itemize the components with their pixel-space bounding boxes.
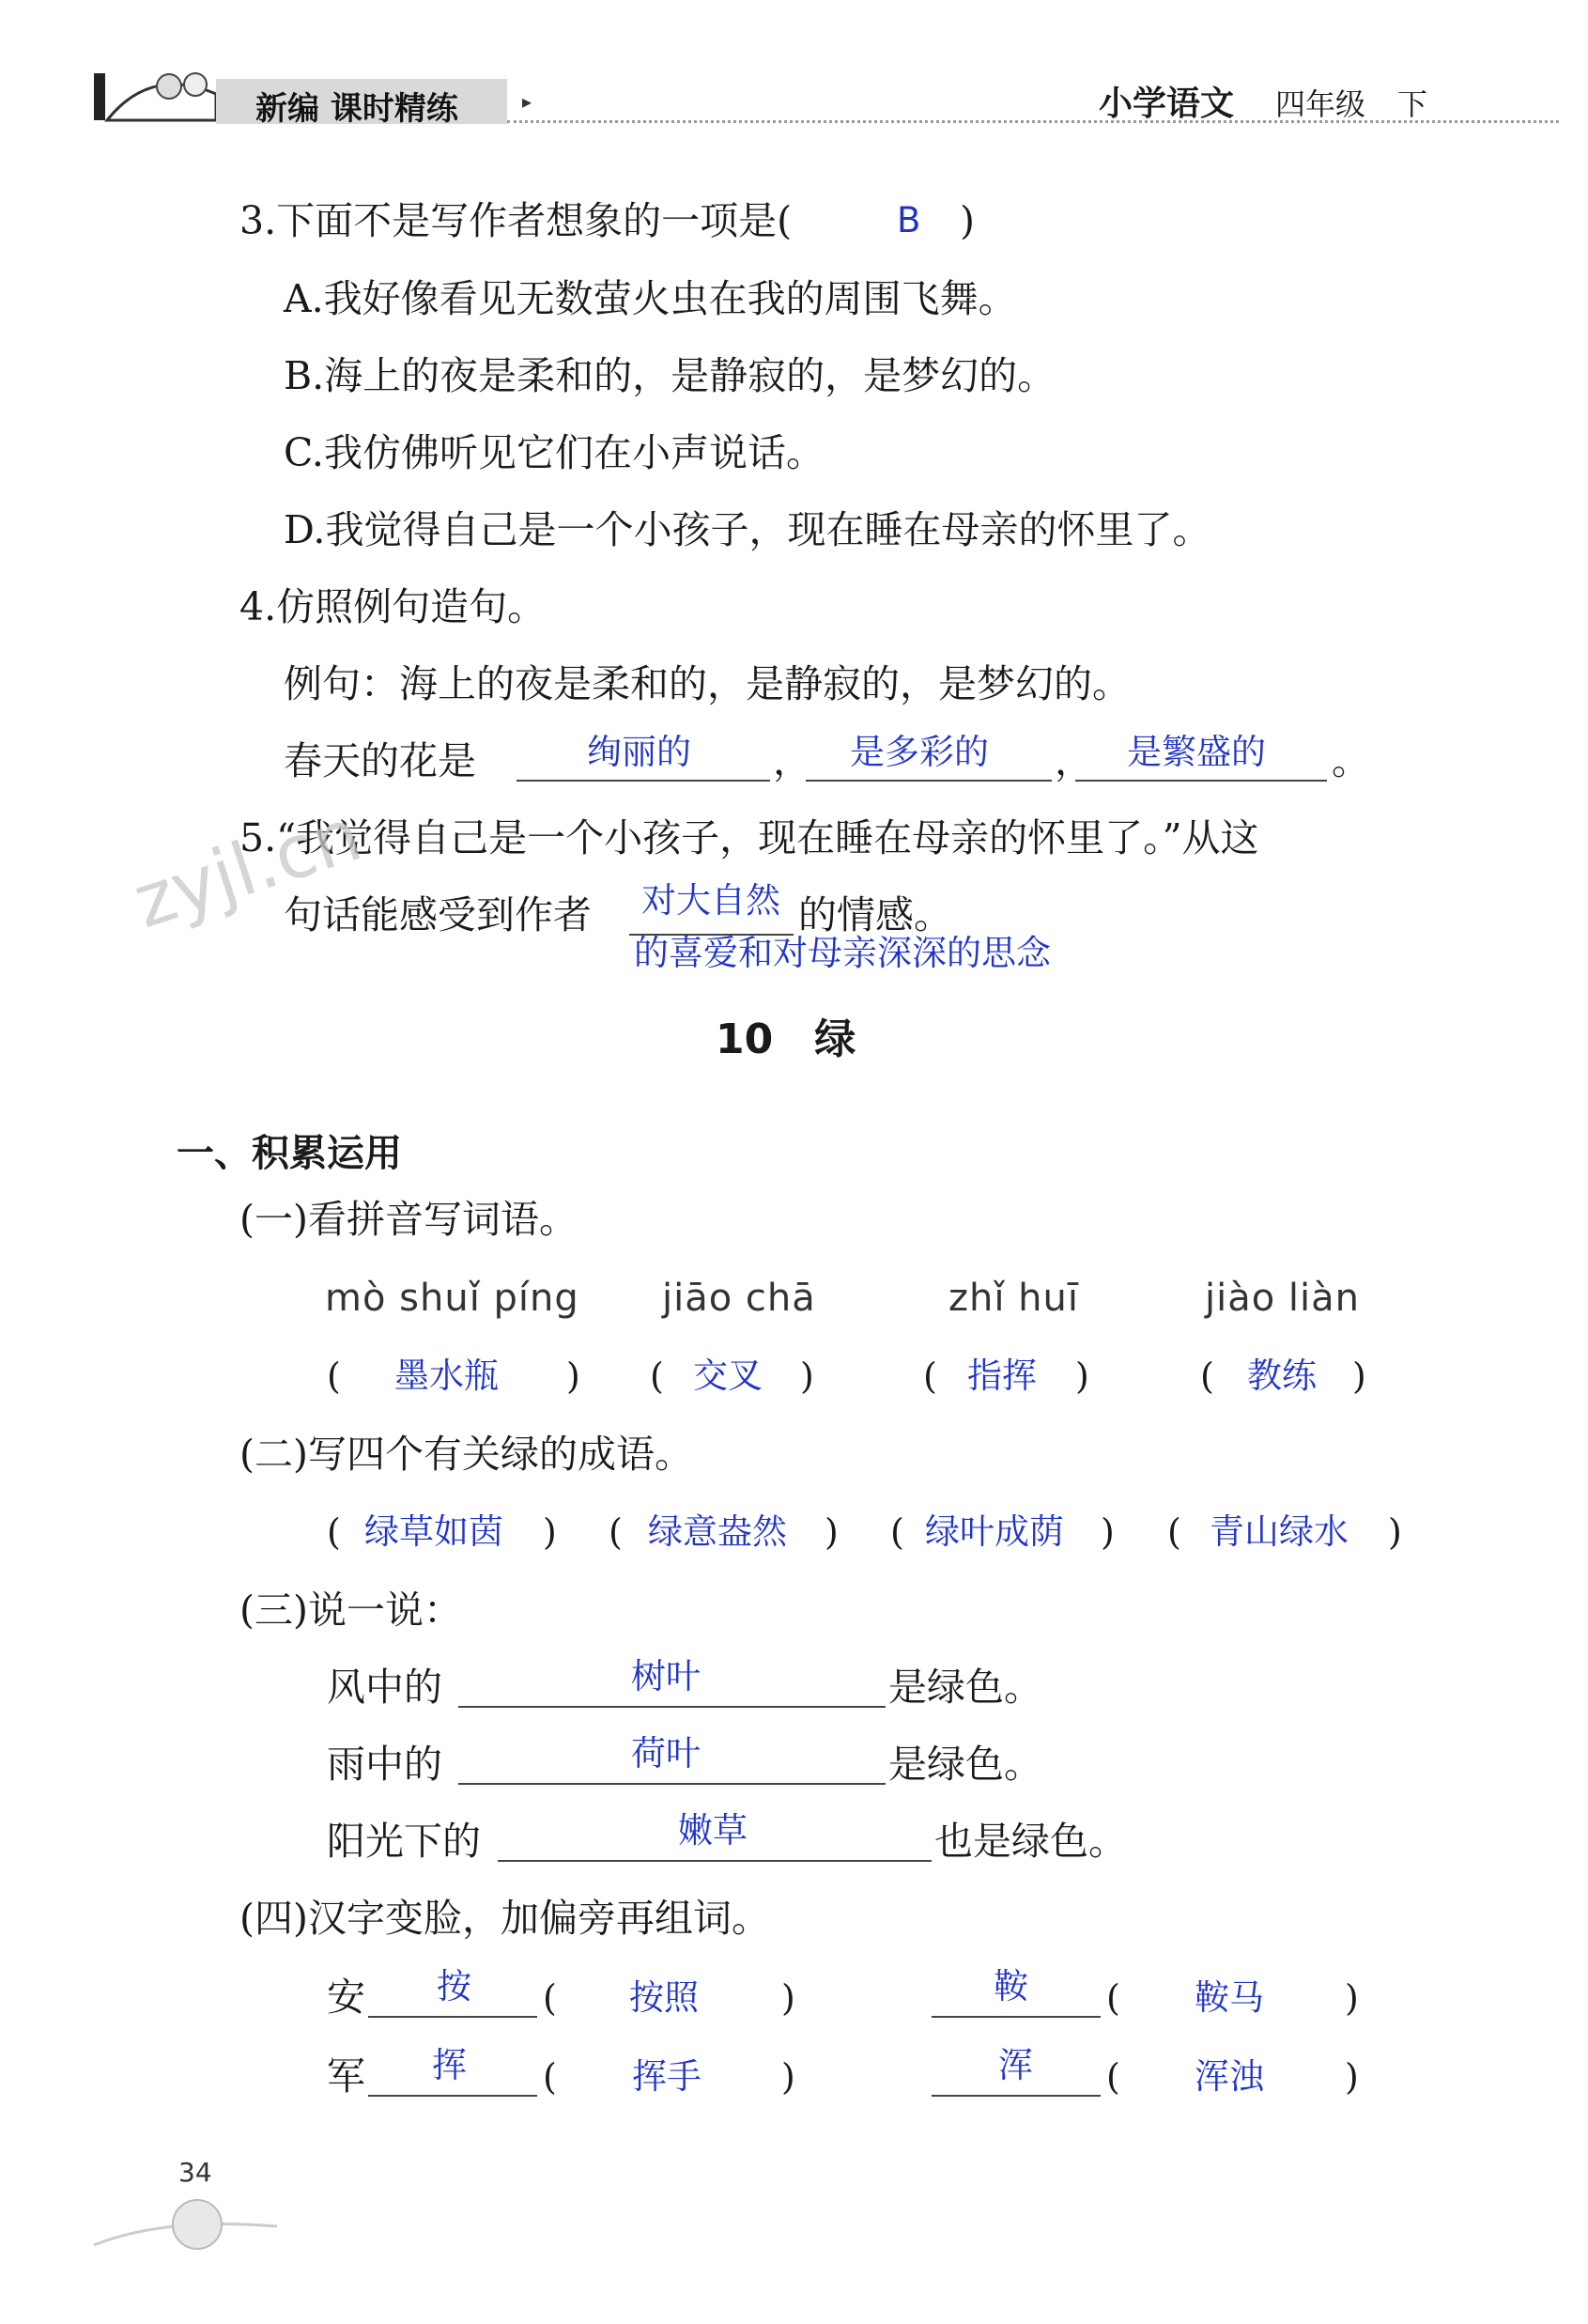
- paren-close: ): [543, 1511, 557, 1553]
- paren-open: (: [327, 1511, 341, 1553]
- paren-close: ): [781, 1977, 795, 2019]
- word-answer-4[interactable]: 教练: [1247, 1356, 1317, 1396]
- paren-open: (: [923, 1356, 937, 1397]
- q4-blank-3[interactable]: [1075, 780, 1327, 782]
- q4-blank-2[interactable]: [806, 780, 1052, 782]
- paren-close: ): [825, 1511, 839, 1553]
- paren-open: (: [1106, 2056, 1120, 2098]
- paren-close: ): [1388, 1511, 1402, 1553]
- char-row-1-right-blank[interactable]: [932, 2016, 1101, 2018]
- pinyin-3: zhǐ huī: [948, 1277, 1079, 1320]
- page-number-decoration: [89, 2189, 305, 2254]
- q4-sep-2: ，: [1055, 738, 1093, 783]
- q4-end: 。: [1332, 738, 1370, 783]
- paren-close: ): [566, 1356, 580, 1397]
- say-line-3-blank[interactable]: [498, 1860, 932, 1862]
- say-line-2-prefix: 雨中的: [327, 1742, 442, 1787]
- say-line-1-prefix: 风中的: [327, 1665, 442, 1710]
- q4-answer-2: 是多彩的: [850, 732, 989, 772]
- part-1-title: (一)看拼音写词语。: [239, 1197, 578, 1242]
- char-row-1-right-char: 鞍: [994, 1966, 1028, 2006]
- char-row-1-left-word[interactable]: 按照: [629, 1977, 699, 2018]
- char-row-2-right-char: 浑: [998, 2045, 1033, 2085]
- q4-answer-3: 是繁盛的: [1127, 732, 1266, 772]
- page-number: 34: [178, 2157, 212, 2188]
- char-row-1: 安: [327, 1975, 365, 2020]
- section-1-title: 一、积累运用: [177, 1132, 402, 1175]
- paren-open: (: [609, 1511, 623, 1553]
- lesson-title: 10 绿: [716, 1015, 856, 1063]
- paren-open: (: [650, 1356, 664, 1397]
- say-line-3-answer: 嫩草: [678, 1810, 748, 1851]
- q3-answer: B: [897, 200, 921, 240]
- pinyin-1: mò shuǐ píng: [325, 1277, 579, 1320]
- say-line-2-answer: 荷叶: [631, 1733, 701, 1774]
- pinyin-2: jiāo chā: [662, 1277, 816, 1320]
- char-row-2-left-blank[interactable]: [368, 2095, 537, 2097]
- part-3-title: (三)说一说：: [239, 1588, 462, 1633]
- idiom-answer-2[interactable]: 绿意盎然: [648, 1511, 787, 1552]
- paren-open: (: [1200, 1356, 1214, 1397]
- say-line-2-blank[interactable]: [458, 1783, 886, 1785]
- q3-stem: 3.下面不是写作者想象的一项是(: [239, 198, 793, 243]
- say-line-1-suffix: 是绿色。: [888, 1665, 1042, 1710]
- q3-option-a: A.我好像看见无数萤火虫在我的周围飞舞。: [284, 276, 1017, 321]
- q5-line-2-prefix: 句话能感受到作者: [284, 892, 592, 937]
- watermark: zyjl.cn: [124, 792, 372, 946]
- paren-open: (: [1167, 1511, 1181, 1553]
- word-answer-2[interactable]: 交叉: [693, 1356, 763, 1396]
- q5-answer-1: 对大自然: [641, 880, 780, 921]
- q3-option-c: C.我仿佛听见它们在小声说话。: [284, 430, 825, 475]
- q4-prefix: 春天的花是: [284, 738, 476, 783]
- header-divider: [507, 120, 1559, 123]
- q5-answer-2: 的喜爱和对母亲深深的思念: [634, 933, 1051, 973]
- char-row-2-left-char: 挥: [432, 2045, 467, 2085]
- paren-open: (: [890, 1511, 904, 1553]
- idiom-answer-1[interactable]: 绿草如茵: [364, 1511, 503, 1552]
- pinyin-4: jiào liàn: [1205, 1277, 1361, 1320]
- paren-open: (: [543, 1977, 557, 2019]
- q4-stem: 4.仿照例句造句。: [239, 584, 547, 629]
- say-line-3-prefix: 阳光下的: [327, 1819, 481, 1864]
- q4-example: 例句：海上的夜是柔和的，是静寂的，是梦幻的。: [284, 661, 1131, 706]
- paren-close: ): [800, 1356, 814, 1397]
- q4-answer-1: 绚丽的: [587, 732, 691, 772]
- word-answer-1[interactable]: 墨水瓶: [394, 1356, 499, 1396]
- say-line-2-suffix: 是绿色。: [888, 1742, 1042, 1787]
- paren-close: ): [781, 2056, 795, 2098]
- q4-sep-1: ，: [773, 738, 811, 783]
- paren-close: ): [1352, 1356, 1366, 1397]
- q5-line-2-suffix: 的情感。: [798, 892, 952, 937]
- grade-label: 四年级: [1275, 86, 1366, 122]
- paren-close: ): [1345, 1977, 1359, 2019]
- paren-open: (: [327, 1356, 341, 1397]
- idiom-answer-3[interactable]: 绿叶成荫: [925, 1511, 1064, 1552]
- part-2-title: (二)写四个有关绿的成语。: [239, 1432, 693, 1477]
- word-answer-3[interactable]: 指挥: [967, 1356, 1037, 1396]
- series-title: 新编 课时精练: [255, 90, 458, 128]
- q4-blank-1[interactable]: [516, 780, 770, 782]
- say-line-1-blank[interactable]: [458, 1706, 886, 1708]
- term-label: 下: [1397, 86, 1428, 122]
- char-row-2: 军: [327, 2053, 365, 2099]
- triangle-icon: ▸: [522, 90, 532, 113]
- char-row-2-right-blank[interactable]: [932, 2095, 1101, 2097]
- paren-close: ): [1345, 2056, 1359, 2098]
- paren-close: ): [1101, 1511, 1115, 1553]
- say-line-3-suffix: 也是绿色。: [934, 1819, 1127, 1864]
- say-line-1-answer: 树叶: [631, 1656, 701, 1697]
- subject-label: 小学语文: [1099, 85, 1235, 123]
- q3-option-b: B.海上的夜是柔和的，是静寂的，是梦幻的。: [284, 353, 1056, 398]
- paren-close: ): [1075, 1356, 1089, 1397]
- q5-line-1: 5.“我觉得自己是一个小孩子，现在睡在母亲的怀里了。”从这: [239, 815, 1259, 860]
- ball-swoosh-icon: [89, 2189, 305, 2254]
- paren-open: (: [543, 2056, 557, 2098]
- char-row-1-left-char: 按: [437, 1966, 471, 2006]
- char-row-1-left-blank[interactable]: [368, 2016, 537, 2018]
- paren-open: (: [1106, 1977, 1120, 2019]
- idiom-answer-4[interactable]: 青山绿水: [1210, 1511, 1349, 1552]
- part-4-title: (四)汉字变脸，加偏旁再组词。: [239, 1896, 770, 1941]
- q3-option-d: D.我觉得自己是一个小孩子，现在睡在母亲的怀里了。: [284, 507, 1211, 552]
- char-row-2-left-word[interactable]: 挥手: [632, 2056, 701, 2097]
- char-row-2-right-word[interactable]: 浑浊: [1195, 2056, 1264, 2097]
- q3-close-paren: ): [960, 198, 975, 243]
- char-row-1-right-word[interactable]: 鞍马: [1195, 1977, 1264, 2018]
